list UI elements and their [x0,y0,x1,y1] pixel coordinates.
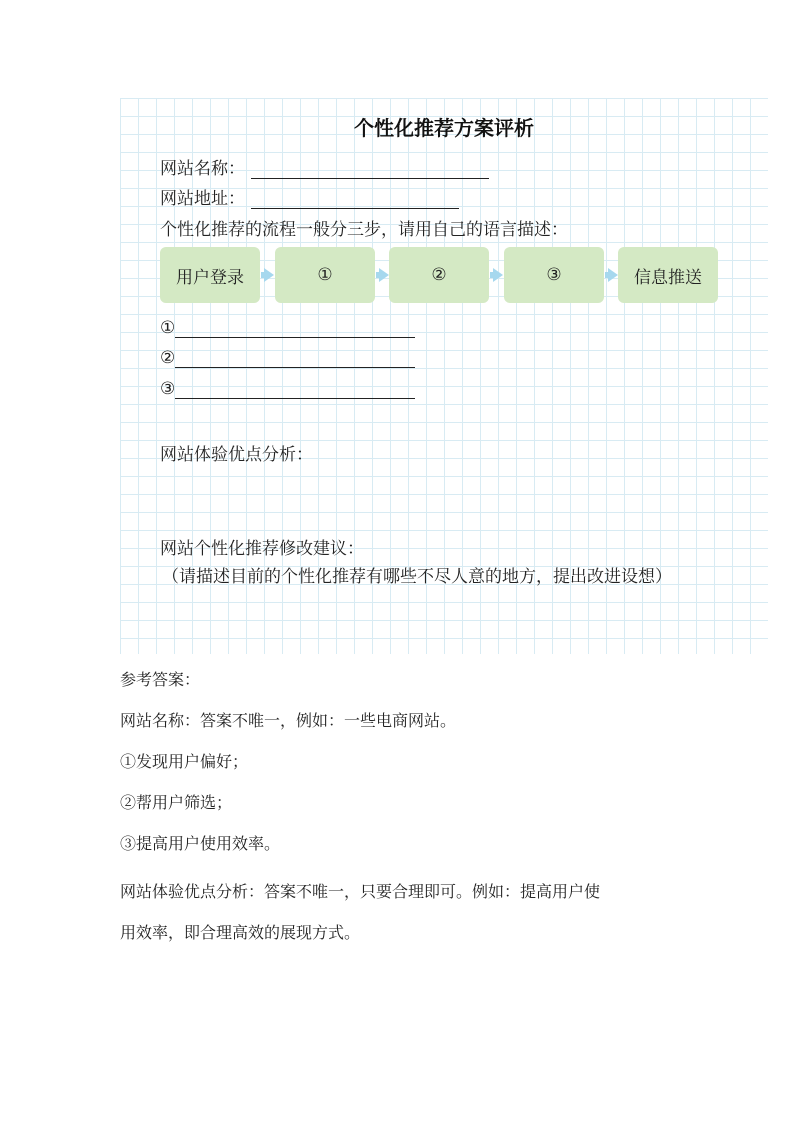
suggestion-label: 网站个性化推荐修改建议： [160,539,364,559]
site-url-row [160,184,459,209]
step-blank-2[interactable] [175,349,415,368]
answer-step-1: ①发现用户偏好； [120,752,249,771]
flow-arrow-icon [264,268,274,282]
experience-label: 网站体验优点分析： [160,445,313,465]
answer-site-name: 网站名称：答案不唯一，例如：一些电商网站。 [120,711,457,730]
answer-experience-line-1: 网站体验优点分析：答案不唯一，只要合理即可。例如：提高用户使 [120,882,601,901]
flow-arrow-icon [379,268,389,282]
step-answer-row-1 [160,318,415,338]
step-answer-row-3 [160,379,415,399]
reference-answers [120,666,700,953]
step-marker-3: ③ [160,379,176,399]
worksheet-panel [120,98,768,654]
answers-heading: 参考答案： [120,670,201,689]
step-answer-row-2 [160,348,415,368]
flow-step-login: 用户登录 [160,247,260,303]
flow-step-3: ③ [504,247,604,303]
answer-step-3: ③提高用户使用效率。 [120,834,281,853]
step-blank-1[interactable] [175,319,415,338]
site-url-blank[interactable] [251,190,459,209]
worksheet-title: 个性化推荐方案评析 [354,116,534,140]
site-name-label: 网站名称： [160,159,245,179]
step-marker-1: ① [160,318,176,338]
flow-diagram [160,247,720,305]
suggestion-hint: （请描述目前的个性化推荐有哪些不尽人意的地方，提出改进设想） [162,567,672,587]
step-marker-2: ② [160,348,176,368]
flow-step-1: ① [275,247,375,303]
flow-step-2: ② [389,247,489,303]
flow-step-push: 信息推送 [618,247,718,303]
answer-step-2: ②帮用户筛选； [120,793,233,812]
flow-arrow-icon [493,268,503,282]
step-blank-3[interactable] [175,380,415,399]
flow-instruction: 个性化推荐的流程一般分三步，请用自己的语言描述： [160,220,568,240]
site-name-blank[interactable] [251,160,489,179]
site-name-row [160,154,489,179]
answer-experience-line-2: 用效率，即合理高效的展现方式。 [120,923,361,942]
site-url-label: 网站地址： [160,189,245,209]
flow-arrow-icon [608,268,618,282]
